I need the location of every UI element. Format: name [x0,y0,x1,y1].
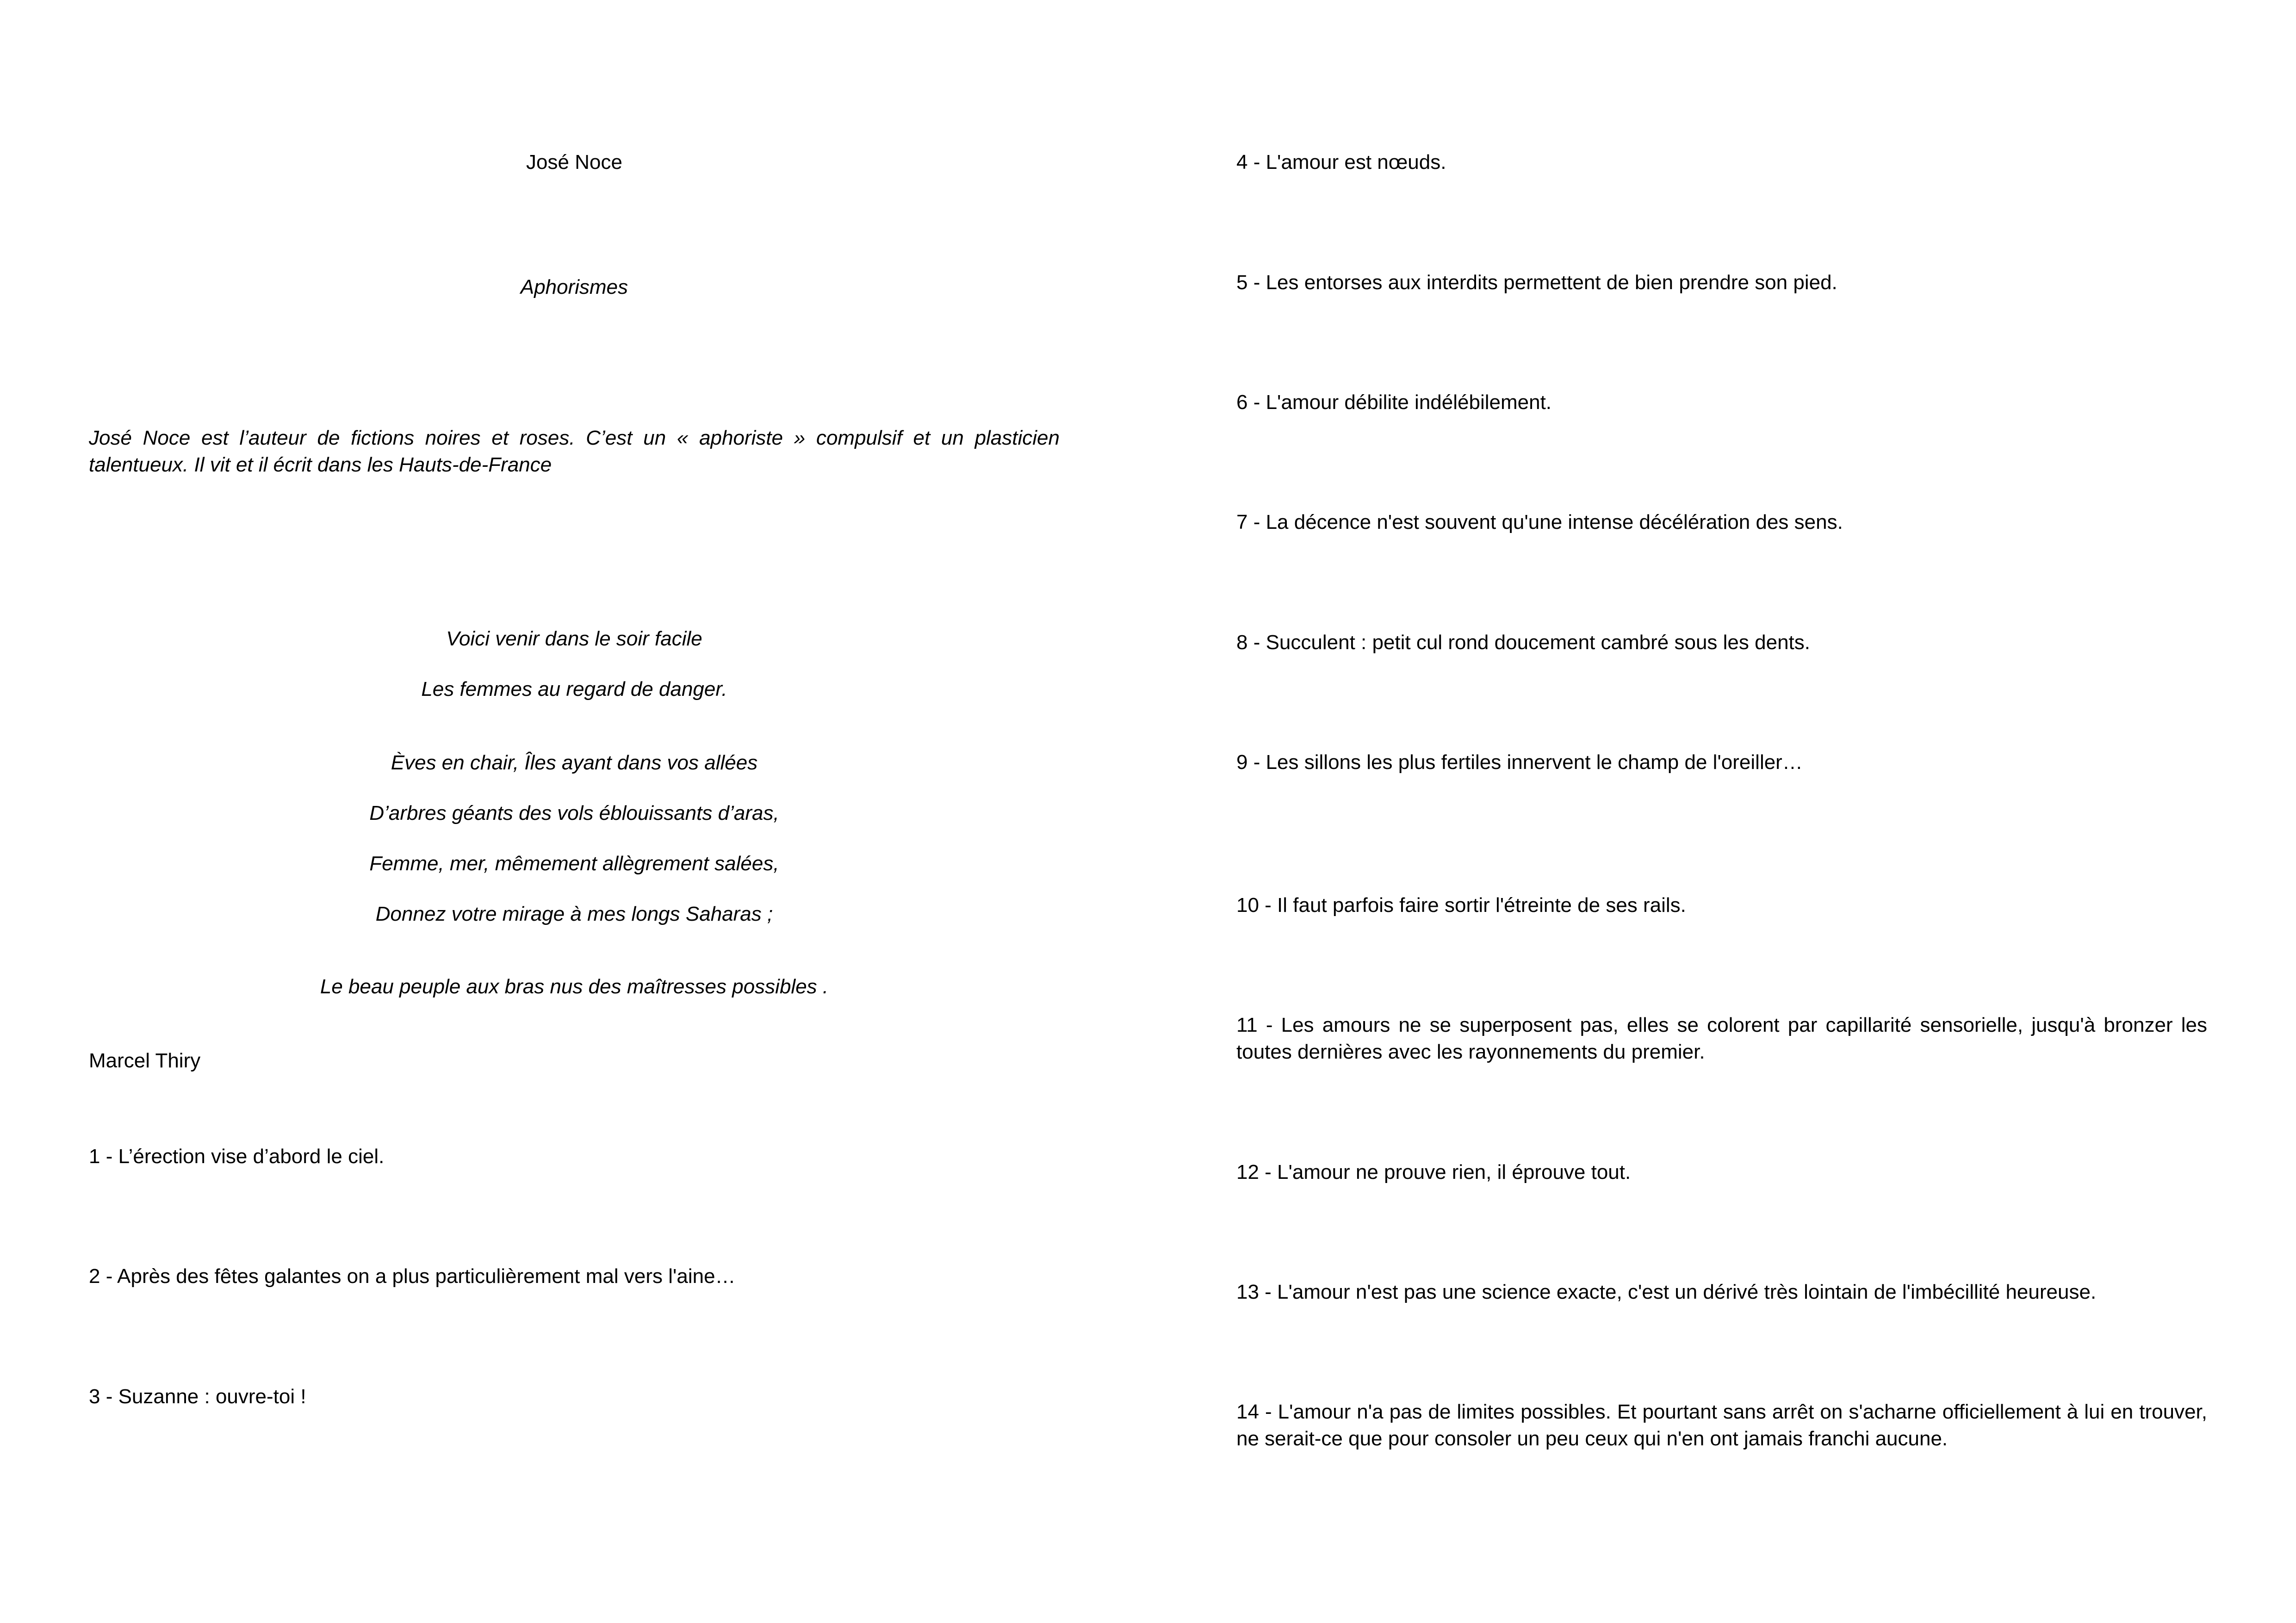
epigraph-line: Les femmes au regard de danger. [421,678,727,700]
aphorism-item: 11 - Les amours ne se superposent pas, elles se colorent par capillarité sensorielle, jusqu'à bronzer les toutes dernières avec les rayonnements du premier. [1236,1014,2207,1063]
aphorism-item: 13 - L'amour n'est pas une science exacte, c'est un dérivé très lointain de l'imbécillité heureuse. [1236,1281,2097,1303]
aphorism-item: 9 - Les sillons les plus fertiles innervent le champ de l'oreiller… [1236,751,1803,774]
epigraph-line: Voici venir dans le soir facile [446,627,702,650]
epigraph-line: Femme, mer, mêmement allègrement salées, [369,852,779,875]
epigraph-line: Donnez votre mirage à mes longs Saharas ; [375,903,773,925]
epigraph-line: D’arbres géants des vols éblouissants d’aras, [369,802,779,824]
aphorism-item: 14 - L'amour n'a pas de limites possibles. Et pourtant sans arrêt on s'acharne officiellement à lui en trouver, ne serait-ce que pour consoler un peu ceux qui n'en ont jamais franchi aucune. [1236,1400,2207,1450]
epigraph-line: Le beau peuple aux bras nus des maîtresses possibles . [320,975,829,998]
aphorism-item: 3 - Suzanne : ouvre-toi ! [89,1385,306,1408]
author-name: José Noce [526,151,622,173]
author-bio: José Noce est l’auteur de fictions noires et roses. C’est un « aphoriste » compulsif et un plasticien talentueux. Il vit et il écrit dans les Hauts-de-France [89,427,1060,476]
aphorism-item: 8 - Succulent : petit cul rond doucement cambré sous les dents. [1236,631,1810,654]
right-page [1148,0,2296,1623]
aphorism-item: 12 - L'amour ne prouve rien, il éprouve tout. [1236,1161,1631,1183]
aphorism-item: 2 - Après des fêtes galantes on a plus particulièrement mal vers l'aine… [89,1265,736,1288]
aphorism-item: 6 - L'amour débilite indélébilement. [1236,391,1552,414]
aphorism-item: 1 - L’érection vise d’abord le ciel. [89,1145,385,1168]
aphorism-item: 5 - Les entorses aux interdits permettent de bien prendre son pied. [1236,271,1837,294]
epigraph-line: Èves en chair, Îles ayant dans vos allées [391,751,758,774]
aphorism-item: 4 - L'amour est nœuds. [1236,151,1446,173]
aphorism-item: 10 - Il faut parfois faire sortir l'étreinte de ses rails. [1236,894,1686,917]
aphorism-item: 7 - La décence n'est souvent qu'une intense décélération des sens. [1236,511,1843,533]
book-title: Aphorismes [520,276,628,298]
epigraph-attribution: Marcel Thiry [89,1049,201,1072]
